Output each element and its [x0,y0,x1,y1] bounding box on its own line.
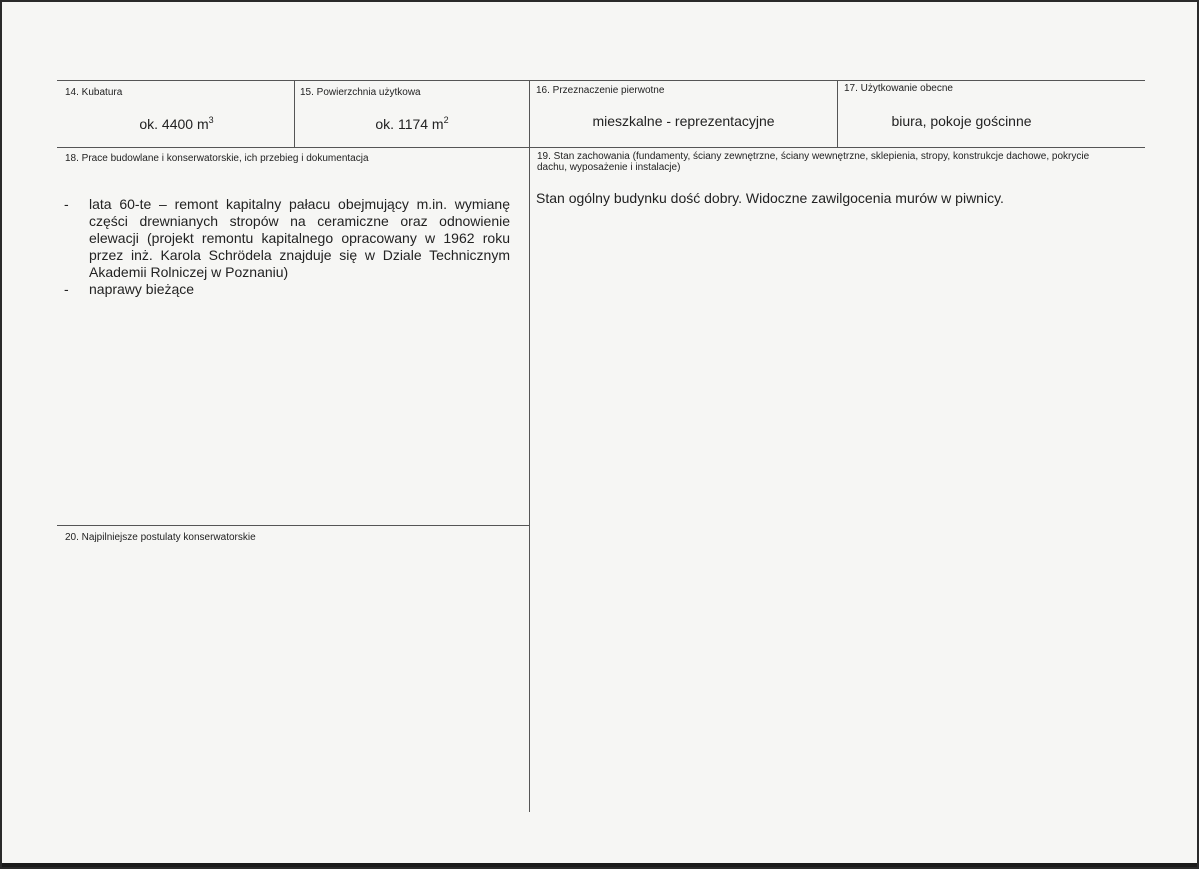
col-divider-14-15 [294,80,295,147]
scan-bottom-edge [2,863,1197,867]
stan-zachowania-text: Stan ogólny budynku dość dobry. Widoczne zawilgocenia murów w piwnicy. [536,190,1004,206]
list-item-text: naprawy bieżące [89,281,195,297]
prace-budowlane-label: 18. Prace budowlane i konserwatorskie, ich przebieg i dokumentacja [65,153,369,164]
powierzchnia-value-text: ok. 1174 m [375,116,444,132]
postulaty-label: 20. Najpilniejsze postulaty konserwatorskie [65,532,256,543]
stan-zachowania-label: 19. Stan zachowania (fundamenty, ściany zewnętrzne, ściany wewnętrzne, sklepienia, stropy, konstrukcje dachowe, pokrycie dachu, wyposażenie i instalacje) [537,151,1090,173]
kubatura-unit-exponent: 3 [208,115,214,125]
prace-budowlane-list [64,196,510,298]
kubatura-value-text: ok. 4400 m [139,116,209,132]
list-bullet: - [64,281,69,297]
powierzchnia-value [295,116,529,132]
row-divider [57,147,1145,148]
list-item [64,281,510,298]
list-item-text: lata 60-te – remont kapitalny pałacu obejmujący m.in. wymianę części drewnianych stropów na ceramiczne oraz odnowienie elewacji (projekt remontu kapitalnego opracowany w 1962 roku przez inż. Karola Schrödela znajduje się w Dziale Technicznym Akademii Rolniczej w Poznaniu) [89,196,510,280]
list-bullet: - [64,196,69,212]
przeznaczenie-value: mieszkalne - reprezentacyjne [592,113,775,129]
kubatura-value [59,116,294,132]
powierzchnia-label: 15. Powierzchnia użytkowa [300,87,421,98]
uzytkowanie-label: 17. Użytkowanie obecne [844,83,953,94]
top-rule [57,80,1145,81]
kubatura-label: 14. Kubatura [65,87,123,98]
list-item [64,196,510,281]
uzytkowanie-value: biura, pokoje gościnne [891,113,1032,129]
section-20-divider [57,525,529,526]
col-divider-main [529,80,530,812]
powierzchnia-unit-exponent: 2 [443,115,449,125]
przeznaczenie-label: 16. Przeznaczenie pierwotne [536,85,665,96]
